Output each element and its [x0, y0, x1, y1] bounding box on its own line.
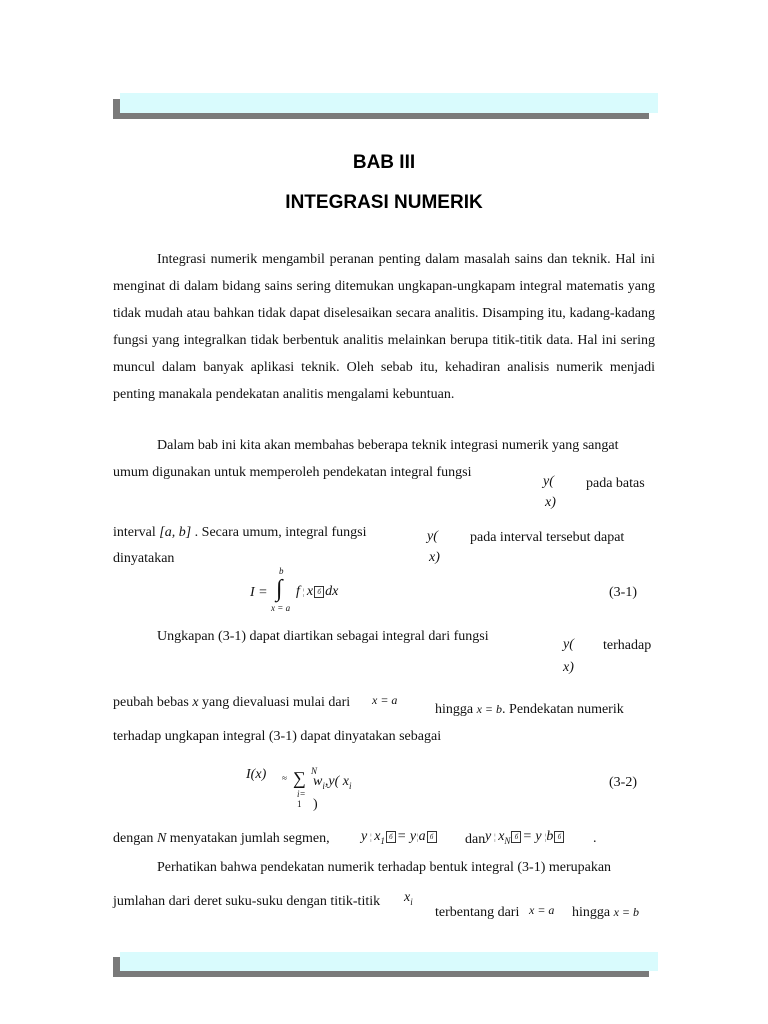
pada-interval-text: pada interval tersebut dapat	[470, 530, 625, 545]
eq2-xi: x	[342, 774, 349, 789]
eq1-body	[296, 584, 338, 600]
missing-glyph-icon: б	[554, 831, 564, 843]
pada-batas-text: pada batas	[586, 476, 645, 491]
terbentang-text: terbentang dari	[435, 905, 520, 920]
eq2-number: (3-2)	[609, 775, 637, 790]
function-x-symbol: x)	[545, 495, 556, 510]
eq2-approx: ≈	[282, 773, 287, 783]
eq2-x-sub: i	[348, 780, 352, 791]
eq2-y: y	[328, 774, 335, 789]
paren-glyph-icon: ¦	[491, 832, 499, 842]
eq2-x: x	[255, 767, 262, 782]
bottom-decorative-bar	[113, 952, 658, 978]
paren-glyph-icon: ¦	[416, 832, 419, 842]
missing-glyph-icon: б	[427, 831, 437, 843]
xi-symbol	[404, 890, 413, 907]
bc2-sub: N	[504, 835, 511, 846]
pendekatan-text: . Pendekatan numerik	[502, 702, 624, 717]
function-y-symbol-3: y(	[563, 637, 574, 652]
bc1-y: y	[361, 829, 368, 844]
integral-sign: ∫	[276, 576, 283, 602]
dengan-period: .	[593, 831, 597, 846]
bc1-x: x	[374, 829, 381, 844]
eq2-lhs: I(x)	[246, 767, 267, 782]
paragraph-intro	[113, 246, 655, 408]
eq1-f: f	[296, 584, 300, 599]
peubah-suffix: yang dievaluasi mulai dari	[202, 695, 351, 710]
chapter-number: BAB III	[352, 152, 416, 173]
eq1-number: (3-1)	[609, 585, 637, 600]
eq2-lower-1: 1	[297, 799, 302, 809]
hingga-text-2	[572, 905, 639, 921]
eq1-dx: dx	[325, 584, 339, 599]
peubah-prefix: peubah bebas	[113, 695, 189, 710]
bc2-y: y	[485, 829, 492, 844]
terhadap-ungkapan-line: terhadap ungkapan integral (3-1) dapat dinyatakan sebagai	[113, 729, 442, 744]
para2-line1: Dalam bab ini kita akan membahas beberapa teknik integrasi numerik yang sangat	[157, 438, 619, 453]
bc2-x: x	[498, 829, 505, 844]
hingga-line	[435, 702, 624, 718]
boundary-condition-2	[485, 829, 565, 846]
eq2-body: $w_i,y$( $x_i$	[313, 774, 352, 791]
chapter-title: INTEGRASI NUMERIK	[285, 192, 483, 213]
xi-x: x	[404, 890, 411, 905]
xi-sub: i	[410, 896, 413, 907]
paren-glyph-icon: ¦	[367, 832, 375, 842]
function-y-symbol-2: y(	[427, 529, 438, 544]
missing-glyph-icon: б	[386, 831, 396, 843]
eq1-upper-limit: b	[279, 566, 284, 576]
bottom-bar-band	[120, 952, 658, 971]
dinyatakan-text: dinyatakan	[113, 551, 175, 566]
dengan-suffix: menyatakan jumlah segmen,	[169, 831, 330, 846]
eq2-w-sub: i	[322, 780, 325, 791]
x-equals-a: x = a	[372, 693, 398, 707]
boundary-condition-1	[361, 829, 438, 846]
interval-ab: [a, b]	[159, 525, 192, 540]
dengan-N: N	[156, 831, 167, 846]
eq2-I: I	[246, 767, 251, 782]
function-y-symbol: y(	[543, 474, 554, 489]
hingga-word: hingga	[572, 905, 611, 920]
x-equals-b: x = b	[476, 702, 503, 716]
function-x-symbol-2: x)	[429, 550, 440, 565]
bc1-y2: y	[409, 829, 417, 844]
eq2-lower-i-text: i	[297, 789, 300, 799]
perhatikan-line: Perhatikan bahwa pendekatan numerik terhadap bentuk integral (3-1) merupakan	[157, 860, 612, 875]
bc2-eq: =	[522, 829, 532, 844]
missing-glyph-icon: б	[511, 831, 521, 843]
ungkapan-line: Ungkapan (3-1) dapat diartikan sebagai integral dari fungsi	[157, 629, 489, 644]
paren-glyph-icon: ¦	[299, 587, 307, 597]
interval-line	[113, 525, 367, 541]
eq1-x: x	[306, 584, 314, 599]
dan-text: dan	[465, 832, 486, 847]
missing-glyph-icon: б	[314, 586, 324, 598]
peubah-line	[113, 695, 350, 711]
eq2-upper-limit: N	[311, 766, 318, 776]
eq1-lhs: I =	[250, 585, 268, 600]
peubah-x: x	[192, 695, 199, 710]
dengan-line	[113, 831, 330, 847]
bc1-eq: =	[396, 829, 407, 844]
bc2-b: b	[546, 829, 554, 844]
bc2-y2: y	[535, 829, 542, 844]
eq2-close-paren: )	[313, 797, 318, 812]
dengan-prefix: dengan	[113, 831, 154, 846]
para2-line2: umum digunakan untuk memperoleh pendekatan integral fungsi	[113, 465, 472, 480]
eq2-lower-i	[297, 789, 306, 799]
x-equals-b-2: x = b	[613, 905, 640, 919]
eq1-lower-limit: x = a	[271, 603, 291, 613]
x-equals-a-2: x = a	[529, 903, 555, 917]
sum-sign: ∑	[293, 768, 306, 788]
eq2-lower-eq: =	[299, 789, 306, 799]
terhadap-text: terhadap	[603, 638, 652, 653]
function-x-symbol-3: x)	[563, 660, 574, 675]
paragraph-intro-text: Integrasi numerik mengambil peranan penting dalam masalah sains dan teknik. Hal ini menginat di dalam bidang sains sering ditemukan ungkapan-ungkapam integral matematis yang tidak mudah atau bahkan tidak dapat diselesaikan secara analitis. Disamping itu, kadang-kadang fungsi yang integralkan tidak berbentuk analitis melainkan berupa titik-titik data. Hal ini sering muncul dalam banyak aplikasi teknik. Oleh sebab itu, kehadiran analisis numerik menjadi penting manakala pendekatan analitis mengalami kebuntuan.	[113, 252, 655, 402]
jumlahan-line: jumlahan dari deret suku-suku dengan titik-titik	[113, 894, 381, 909]
bc1-a: a	[418, 829, 426, 844]
top-decorative-bar	[113, 93, 658, 121]
interval-prefix: interval	[113, 525, 156, 540]
top-bar-band	[120, 93, 658, 113]
eq2-w: w	[313, 774, 323, 789]
interval-suffix: . Secara umum, integral fungsi	[194, 525, 367, 540]
bc1-sub: 1	[380, 835, 385, 846]
hingga-prefix: hingga	[435, 702, 474, 717]
paren-glyph-icon: ¦	[541, 832, 547, 842]
